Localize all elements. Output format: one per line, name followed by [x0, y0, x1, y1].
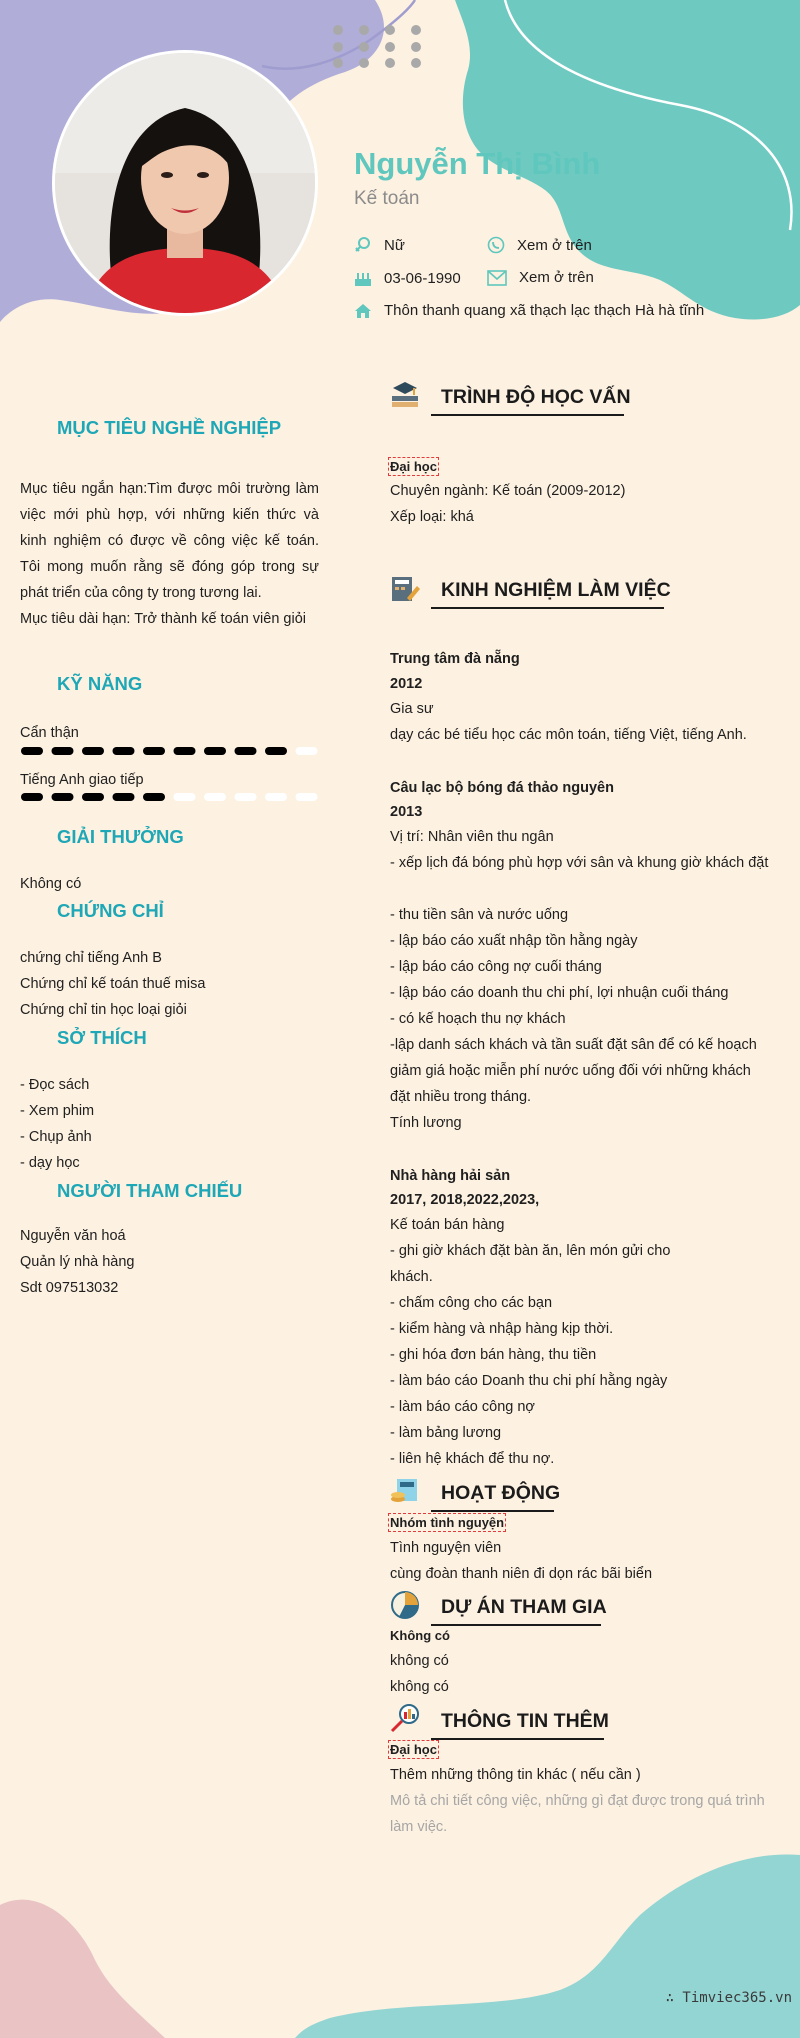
- skill-dash-empty: [204, 793, 226, 801]
- skill-dash-filled: [52, 793, 74, 801]
- section-divider: [431, 414, 624, 416]
- job-line: Gia sư: [390, 701, 434, 717]
- gender-value: Nữ: [384, 236, 405, 254]
- job-line: - làm bảng lương: [390, 1425, 502, 1441]
- job-line: - thu tiền sân và nước uống: [390, 907, 569, 923]
- birthday-row: [354, 269, 461, 287]
- hobby-item: - dạy học: [20, 1155, 80, 1171]
- hobby-item: - Xem phim: [20, 1103, 95, 1119]
- skill-level-bar: [20, 792, 320, 802]
- skill-dash-empty: [296, 793, 318, 801]
- job-time: 2017, 2018,2022,2023,: [390, 1192, 540, 1208]
- hobbies-heading: SỞ THÍCH: [57, 1027, 147, 1048]
- skill-dash-filled: [82, 793, 104, 801]
- teal-blob-bottom: [295, 1854, 800, 2038]
- more-info-text: Thêm những thông tin khác ( nếu cần ): [390, 1767, 641, 1783]
- job-line: - ghi giờ khách đặt bàn ăn, lên món gửi cho khách.: [390, 1243, 671, 1285]
- address-row: [354, 302, 704, 319]
- job-line: - lập báo cáo xuất nhập tồn hằng ngày: [390, 933, 638, 949]
- graduation-icon: [389, 378, 421, 410]
- skill-dash-filled: [113, 793, 135, 801]
- skill-dash-filled: [265, 747, 287, 755]
- brand-icon: ∴: [665, 1990, 683, 2006]
- references-heading: NGƯỜI THAM CHIẾU: [57, 1180, 243, 1201]
- skill-name: Tiếng Anh giao tiếp: [20, 772, 144, 788]
- more-info-hint: Mô tả chi tiết công việc, những gì đạt được trong quá trình làm việc.: [390, 1793, 765, 1835]
- skill-dash-filled: [21, 793, 43, 801]
- skill-dash-empty: [296, 747, 318, 755]
- projects-heading: DỰ ÁN THAM GIA: [441, 1596, 607, 1618]
- job-line: - lập báo cáo doanh thu chi phí, lợi nhuận cuối tháng: [390, 985, 729, 1001]
- education-school: [390, 454, 437, 480]
- skill-name: Cẩn thận: [20, 725, 79, 741]
- reference-item: Nguyễn văn hoá: [20, 1228, 126, 1244]
- award-item: Không có: [20, 876, 82, 892]
- job-line: - ghi hóa đơn bán hàng, thu tiền: [390, 1347, 597, 1363]
- skill-dash-filled: [82, 747, 104, 755]
- experience-heading: KINH NGHIỆM LÀM VIỆC: [441, 579, 671, 601]
- job-company: Nhà hàng hải sản: [390, 1168, 511, 1184]
- phone-value: Xem ở trên: [517, 236, 592, 254]
- education-major: Chuyên ngành: Kế toán (2009-2012): [390, 483, 626, 499]
- project-name: Không có: [390, 1628, 450, 1643]
- pink-blob: [0, 1900, 165, 2038]
- section-divider: [431, 1624, 601, 1626]
- project-line: không có: [390, 1653, 449, 1669]
- job-line: - làm báo cáo công nợ: [390, 1399, 535, 1415]
- education-grade: Xếp loại: khá: [390, 509, 474, 525]
- job-line: Tính lương: [390, 1115, 462, 1131]
- section-divider: [431, 607, 664, 609]
- skill-level-bar: [20, 746, 320, 756]
- home-icon: [354, 303, 372, 319]
- job-company: Trung tâm đà nẵng: [390, 651, 520, 667]
- skill-dash-empty: [235, 793, 257, 801]
- email-icon: [487, 270, 507, 286]
- job-line: dạy các bé tiểu học các môn toán, tiếng Việt, tiếng Anh.: [390, 727, 747, 743]
- skill-dash-filled: [143, 747, 165, 755]
- project-line: không có: [390, 1679, 449, 1695]
- skill-dash-filled: [113, 747, 135, 755]
- activities-heading: HOẠT ĐỘNG: [441, 1482, 561, 1504]
- skill-dash-filled: [174, 747, 196, 755]
- certificate-item: Chứng chỉ tin học loại giỏi: [20, 1002, 187, 1018]
- hobby-item: - Đọc sách: [20, 1077, 90, 1093]
- job-line: Kế toán bán hàng: [390, 1217, 505, 1233]
- skill-dash-filled: [235, 747, 257, 755]
- activity-role: Tình nguyện viên: [390, 1540, 502, 1556]
- objective-long-term: Mục tiêu dài hạn: Trở thành kế toán viên giỏi: [20, 611, 306, 627]
- certificate-item: Chứng chỉ kế toán thuế misa: [20, 976, 206, 992]
- skill-dash-filled: [204, 747, 226, 755]
- candidate-name: Nguyễn Thị Bình: [354, 146, 601, 181]
- certificates-heading: CHỨNG CHỈ: [57, 900, 164, 921]
- job-line: - kiểm hàng và nhập hàng kịp thời.: [390, 1321, 614, 1337]
- skill-dash-filled: [52, 747, 74, 755]
- activity-icon: [389, 1475, 421, 1507]
- skill-dash-empty: [174, 793, 196, 801]
- more-info-label-text: Đại học: [390, 1742, 437, 1757]
- skill-dash-empty: [265, 793, 287, 801]
- email-value: Xem ở trên: [519, 269, 594, 286]
- skills-heading: KỸ NĂNG: [57, 673, 143, 694]
- address-value: Thôn thanh quang xã thạch lạc thạch Hà hà tĩnh: [384, 302, 705, 319]
- email-row: [487, 269, 594, 286]
- job-line: -lập danh sách khách và tần suất đặt sân để có kế hoạch giảm giá hoặc miễn phí nước uống đối với những khách đặt nhiều trong tháng.: [390, 1037, 757, 1105]
- activity-org-label: Nhóm tình nguyện: [390, 1515, 505, 1530]
- section-divider: [431, 1738, 604, 1740]
- objective-heading: MỤC TIÊU NGHỀ NGHIỆP: [57, 417, 282, 438]
- activity-org: [390, 1510, 504, 1536]
- project-icon: [389, 1589, 421, 1621]
- birthday-icon: [354, 269, 372, 287]
- brand-watermark: [666, 1990, 792, 2006]
- job-line: - xếp lịch đá bóng phù hợp với sân và khung giờ khách đặt: [390, 855, 769, 871]
- candidate-title: Kế toán: [354, 188, 420, 209]
- brand-text: Timviec365.vn: [682, 1990, 792, 2006]
- job-line: - chấm công cho các bạn: [390, 1295, 553, 1311]
- job-line: - liên hệ khách để thu nợ.: [390, 1451, 555, 1467]
- phone-row: [487, 236, 592, 254]
- activity-desc: cùng đoàn thanh niên đi dọn rác bãi biển: [390, 1566, 653, 1582]
- education-heading: TRÌNH ĐỘ HỌC VẤN: [441, 386, 631, 408]
- job-time: 2013: [390, 804, 423, 820]
- hobby-item: - Chụp ảnh: [20, 1129, 92, 1145]
- job-line: - lập báo cáo công nợ cuối tháng: [390, 959, 602, 975]
- skill-dash-filled: [21, 747, 43, 755]
- objective-short-term: Mục tiêu ngắn hạn:Tìm được môi trường làm việc mới phù hợp, với những kiến thức và kinh nghiệm có được về công việc kế toán. Tôi mong muốn rằng sẽ đóng góp trong sự phát triển của công ty trong tương lai.: [20, 481, 319, 601]
- job-line: Vị trí: Nhân viên thu ngân: [390, 829, 554, 845]
- education-school-label: Đại học: [390, 459, 437, 474]
- job-company: Câu lạc bộ bóng đá thảo nguyên: [390, 780, 614, 796]
- gender-row: [354, 236, 405, 254]
- job-line: - có kế hoạch thu nợ khách: [390, 1011, 566, 1027]
- more-info-heading: THÔNG TIN THÊM: [441, 1710, 609, 1732]
- info-icon: [389, 1703, 421, 1735]
- reference-item: Quản lý nhà hàng: [20, 1254, 135, 1270]
- skill-dash-filled: [143, 793, 165, 801]
- certificate-item: chứng chỉ tiếng Anh B: [20, 950, 162, 966]
- birthday-value: 03-06-1990: [384, 269, 461, 287]
- phone-icon: [487, 236, 505, 254]
- more-info-label: [390, 1737, 437, 1763]
- work-icon: [389, 572, 421, 604]
- avatar: [52, 50, 318, 316]
- gender-icon: [354, 236, 372, 254]
- job-line: - làm báo cáo Doanh thu chi phí hằng ngày: [390, 1373, 668, 1389]
- reference-item: Sdt 097513032: [20, 1280, 119, 1296]
- job-time: 2012: [390, 676, 423, 692]
- awards-heading: GIẢI THƯỞNG: [57, 826, 184, 847]
